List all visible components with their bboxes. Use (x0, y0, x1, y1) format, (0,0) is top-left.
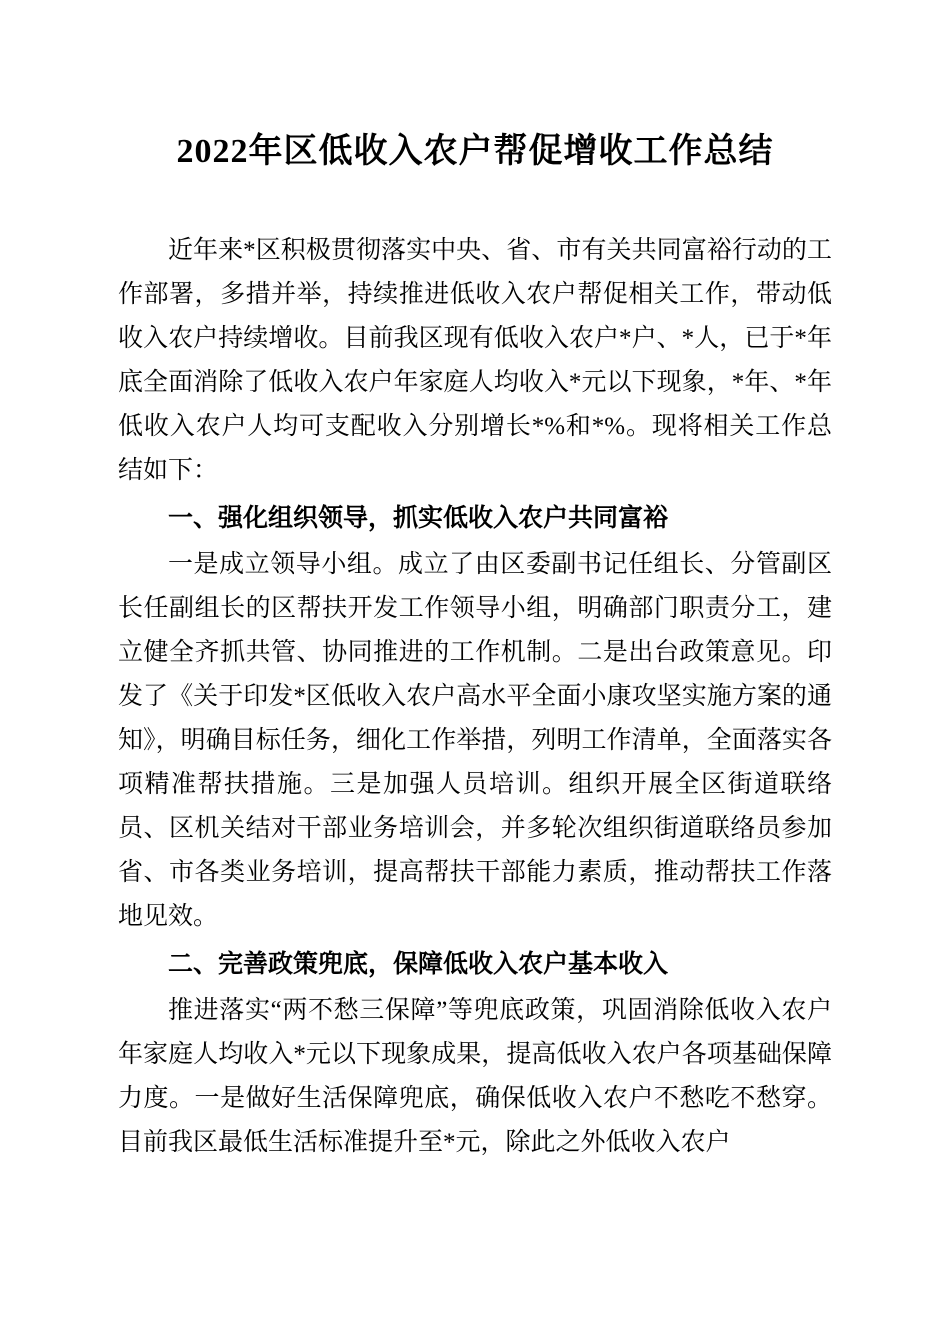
document-title: 2022年区低收入农户帮促增收工作总结 (176, 133, 774, 170)
section-heading-1: 一、强化组织领导，抓实低收入农户共同富裕 (168, 503, 669, 532)
paragraph-intro: 近年来*区积极贯彻落实中央、省、市有关共同富裕行动的工作部署，多措并举，持续推进低收入农户帮促相关工作，带动低收入农户持续增收。目前我区现有低收入农户*户、*人，已于*年底全面消除了低收入农户年家庭人均收入*元以下现象，*年、*年低收入农户人均可支配收入分别增长*%和*%。现将相关工作总结如下： (118, 236, 832, 484)
section-heading-2: 二、完善政策兜底，保障低收入农户基本收入 (168, 949, 669, 978)
paragraph-section-1: 一是成立领导小组。成立了由区委副书记任组长、分管副区长任副组长的区帮扶开发工作领导小组，明确部门职责分工，建立健全齐抓共管、协同推进的工作机制。二是出台政策意见。印发了《关于印发*区低收入农户高水平全面小康攻坚实施方案的通知》，明确目标任务，细化工作举措，列明工作清单，全面落实各项精准帮扶措施。三是加强人员培训。组织开展全区街道联络员、区机关结对干部业务培训会，并多轮次组织街道联络员参加省、市各类业务培训，提高帮扶干部能力素质，推动帮扶工作落地见效。 (118, 550, 832, 930)
paragraph-section-2: 推进落实“两不愁三保障”等兜底政策，巩固消除低收入农户年家庭人均收入*元以下现象成果，提高低收入农户各项基础保障力度。一是做好生活保障兜底，确保低收入农户不愁吃不愁穿。目前我区最低生活标准提升至*元，除此之外低收入农户 (118, 996, 832, 1156)
document-body (118, 229, 832, 1165)
